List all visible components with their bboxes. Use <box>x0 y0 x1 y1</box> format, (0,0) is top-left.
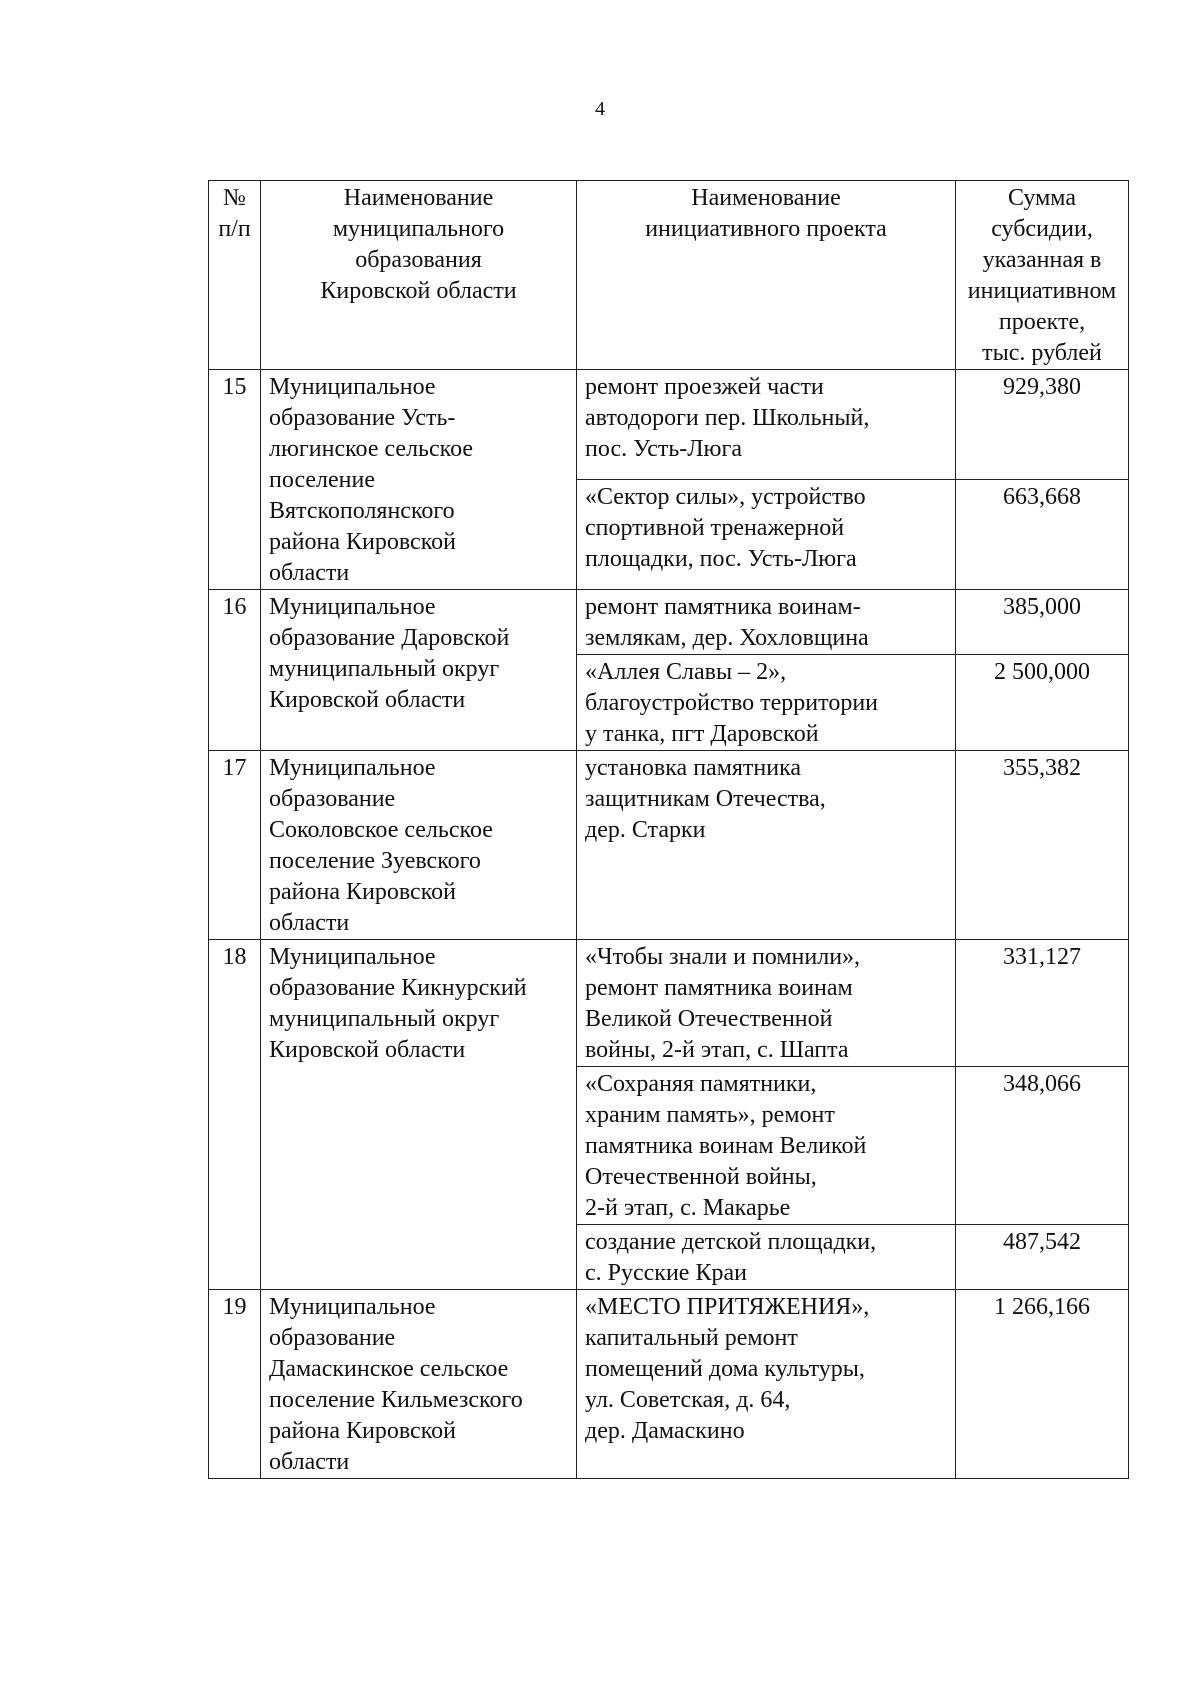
table-row <box>209 590 1129 655</box>
project-name: «Сектор силы», устройство спортивной тренажерной площадки, пос. Усть-Люга <box>577 480 956 590</box>
subsidy-sum: 355,382 <box>956 751 1129 940</box>
table-row <box>209 940 1129 1067</box>
subsidy-sum: 2 500,000 <box>956 655 1129 751</box>
table-header-row <box>209 181 1129 370</box>
subsidy-sum: 385,000 <box>956 590 1129 655</box>
project-name: создание детской площадки, с. Русские Краи <box>577 1225 956 1290</box>
municipality-name: Муниципальное образование Усть- люгинское сельское поселение Вятскополянского района Кировской области <box>261 370 577 590</box>
page-number: 4 <box>595 98 605 120</box>
municipality-name: Муниципальное образование Соколовское сельское поселение Зуевского района Кировской области <box>261 751 577 940</box>
project-name: установка памятника защитникам Отечества, дер. Старки <box>577 751 956 940</box>
project-name: «Чтобы знали и помнили», ремонт памятника воинам Великой Отечественной войны, 2-й этап, с. Шапта <box>577 940 956 1067</box>
table-row <box>209 370 1129 480</box>
header-project: Наименование инициативного проекта <box>577 181 956 370</box>
subsidy-sum: 929,380 <box>956 370 1129 480</box>
subsidy-sum: 331,127 <box>956 940 1129 1067</box>
project-name: ремонт памятника воинам- землякам, дер. Хохловщина <box>577 590 956 655</box>
header-municipality: Наименование муниципального образования Кировской области <box>261 181 577 370</box>
municipality-name: Муниципальное образование Даровской муниципальный округ Кировской области <box>261 590 577 751</box>
header-number: № п/п <box>209 181 261 370</box>
table-row <box>209 1290 1129 1479</box>
subsidy-table <box>208 180 1129 1479</box>
subsidy-sum: 663,668 <box>956 480 1129 590</box>
subsidy-sum: 348,066 <box>956 1067 1129 1225</box>
row-number: 18 <box>209 940 261 1290</box>
subsidy-sum: 1 266,166 <box>956 1290 1129 1479</box>
project-name: «Сохраняя памятники, храним память», ремонт памятника воинам Великой Отечественной войны, 2-й этап, с. Макарье <box>577 1067 956 1225</box>
header-subsidy-sum: Сумма субсидии, указанная в инициативном проекте, тыс. рублей <box>956 181 1129 370</box>
row-number: 16 <box>209 590 261 751</box>
subsidy-sum: 487,542 <box>956 1225 1129 1290</box>
table-row <box>209 751 1129 940</box>
table-body <box>209 370 1129 1479</box>
municipality-name: Муниципальное образование Кикнурский муниципальный округ Кировской области <box>261 940 577 1290</box>
project-name: «МЕСТО ПРИТЯЖЕНИЯ», капитальный ремонт помещений дома культуры, ул. Советская, д. 64, дер. Дамаскино <box>577 1290 956 1479</box>
project-name: «Аллея Славы – 2», благоустройство территории у танка, пгт Даровской <box>577 655 956 751</box>
row-number: 15 <box>209 370 261 590</box>
row-number: 19 <box>209 1290 261 1479</box>
municipality-name: Муниципальное образование Дамаскинское сельское поселение Кильмезского района Кировской области <box>261 1290 577 1479</box>
project-name: ремонт проезжей части автодороги пер. Школьный, пос. Усть-Люга <box>577 370 956 480</box>
row-number: 17 <box>209 751 261 940</box>
